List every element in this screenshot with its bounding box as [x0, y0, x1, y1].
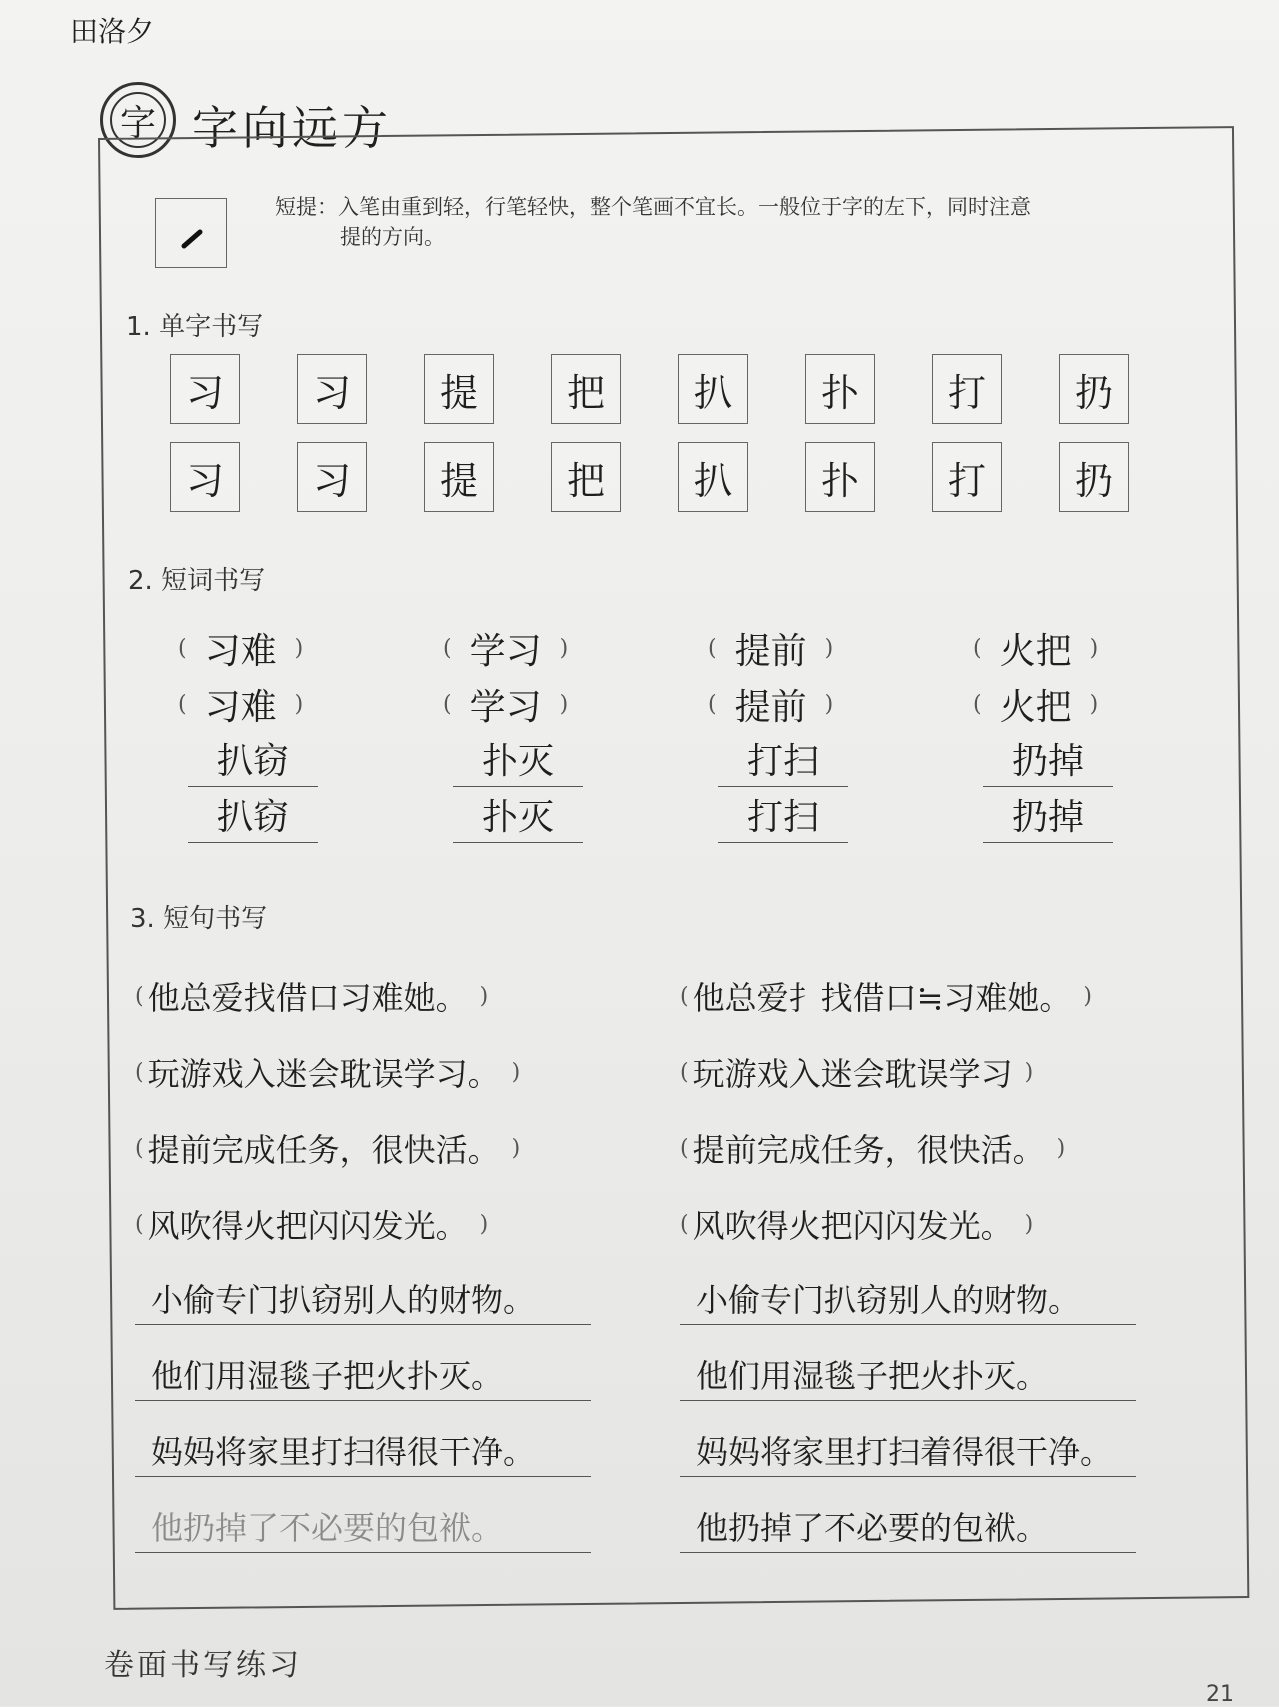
stroke-desc-line1: 入笔由重到轻，行笔轻快，整个笔画不宜长。一般位于字的左下，同时注意 — [338, 195, 1031, 219]
stroke-description — [275, 192, 1155, 252]
word-underline: 扔掉 — [983, 733, 1113, 787]
char-cell: 扒 — [678, 354, 748, 424]
char-cell: 扔 — [1059, 354, 1129, 424]
sentence-underline: 小偷专门扒窃别人的财物。 — [135, 1275, 591, 1325]
word-item: ( 提前 ) — [690, 679, 955, 730]
word-underline: 扒窃 — [188, 733, 318, 787]
char-cell: 提 — [424, 354, 494, 424]
word-row — [160, 732, 1160, 788]
sentence-text: 他总爱扌找借口≒习难她。 — [692, 979, 1072, 1017]
sentence-underline: 他扔掉了不必要的包袱。 — [680, 1503, 1136, 1553]
word-underline: 打扫 — [718, 789, 848, 843]
word-item: ( 学习 ) — [425, 679, 690, 730]
part2-heading: 2. 短词书写 — [128, 566, 266, 596]
word-row — [160, 788, 1160, 844]
sentence-text: 玩游戏入迷会耽误学习 — [692, 1055, 1013, 1093]
sentence-item: ( 提前完成任务，很快活。 ) — [680, 1125, 1225, 1171]
char-cell: 习 — [297, 354, 367, 424]
sentence-underline: 他们用湿毯子把火扑灭。 — [680, 1351, 1136, 1401]
sentence-underline: 他扔掉了不必要的包袱。 — [135, 1503, 591, 1553]
word-underline: 打扫 — [718, 733, 848, 787]
word-item: ( 习难 ) — [160, 623, 425, 674]
part3-heading: 3. 短句书写 — [130, 904, 268, 934]
char-cell: 习 — [297, 442, 367, 512]
sentence-underline: 妈妈将家里打扫着得很干净。 — [680, 1427, 1136, 1477]
sentence-text: 玩游戏入迷会耽误学习。 — [147, 1055, 500, 1093]
word-row — [160, 676, 1160, 732]
char-cell: 把 — [551, 442, 621, 512]
word-practice — [160, 620, 1160, 844]
word-item: ( 习难 ) — [160, 679, 425, 730]
char-cell: 把 — [551, 354, 621, 424]
word-item: ( 火把 ) — [955, 679, 1220, 730]
student-name: 田洛夕 — [70, 15, 155, 48]
word-item: ( 学习 ) — [425, 623, 690, 674]
char-cell: 习 — [170, 354, 240, 424]
char-cell: 扑 — [805, 442, 875, 512]
sentence-row — [135, 1414, 1215, 1490]
word-text: 火把 — [999, 686, 1072, 728]
sentence-row — [135, 1186, 1215, 1262]
sentence-row — [135, 958, 1215, 1034]
word-text: 学习 — [469, 630, 542, 672]
sentence-text: 风吹得火把闪闪发光。 — [147, 1207, 468, 1245]
sentence-text: 他总爱找借口习难她。 — [147, 979, 468, 1017]
word-item: ( 火把 ) — [955, 623, 1220, 674]
sentence-row — [135, 1490, 1215, 1566]
sentence-item: ( 他总爱找借口习难她。 ) — [135, 973, 680, 1019]
word-underline: 扔掉 — [983, 789, 1113, 843]
section-badge-label: 字 — [110, 92, 166, 148]
char-cell: 提 — [424, 442, 494, 512]
sentence-underline: 他们用湿毯子把火扑灭。 — [135, 1351, 591, 1401]
word-row — [160, 620, 1160, 676]
char-cell: 扑 — [805, 354, 875, 424]
sentence-practice — [135, 958, 1215, 1566]
part1-heading: 1. 单字书写 — [126, 312, 264, 342]
word-text: 提前 — [734, 686, 807, 728]
sentence-item: ( 玩游戏入迷会耽误学习 ) — [680, 1049, 1225, 1095]
word-item: ( 提前 ) — [690, 623, 955, 674]
sentence-underline: 妈妈将家里打扫得很干净。 — [135, 1427, 591, 1477]
sentence-row — [135, 1338, 1215, 1414]
sentence-row — [135, 1034, 1215, 1110]
char-cell: 扒 — [678, 442, 748, 512]
section-title: 字向远方 — [192, 101, 392, 155]
sentence-text: 提前完成任务，很快活。 — [692, 1131, 1045, 1169]
sentence-item: ( 提前完成任务，很快活。 ) — [135, 1125, 680, 1171]
stroke-label: 短提： — [275, 195, 338, 219]
page-number: 21 — [1206, 1682, 1234, 1707]
word-text: 习难 — [204, 630, 277, 672]
char-cell: 习 — [170, 442, 240, 512]
word-underline: 扒窃 — [188, 789, 318, 843]
sentence-item: ( 他总爱扌找借口≒习难她。 ) — [680, 973, 1225, 1019]
sentence-text: 风吹得火把闪闪发光。 — [692, 1207, 1013, 1245]
sentence-row — [135, 1110, 1215, 1186]
sentence-row — [135, 1262, 1215, 1338]
word-underline: 扑灭 — [453, 789, 583, 843]
sentence-text: 提前完成任务，很快活。 — [147, 1131, 500, 1169]
sentence-item: ( 玩游戏入迷会耽误学习。 ) — [135, 1049, 680, 1095]
footer-title: 卷面书写练习 — [104, 1648, 302, 1683]
single-char-grid — [170, 354, 1186, 512]
char-cell: 扔 — [1059, 442, 1129, 512]
stroke-desc-line2: 提的方向。 — [340, 225, 445, 249]
sentence-item: ( 风吹得火把闪闪发光。 ) — [680, 1201, 1225, 1247]
sentence-item: ( 风吹得火把闪闪发光。 ) — [135, 1201, 680, 1247]
word-text: 提前 — [734, 630, 807, 672]
stroke-example-box — [155, 198, 227, 268]
char-cell: 打 — [932, 354, 1002, 424]
word-text: 习难 — [204, 686, 277, 728]
word-text: 学习 — [469, 686, 542, 728]
sentence-underline: 小偷专门扒窃别人的财物。 — [680, 1275, 1136, 1325]
word-underline: 扑灭 — [453, 733, 583, 787]
char-cell: 打 — [932, 442, 1002, 512]
word-text: 火把 — [999, 630, 1072, 672]
short-rising-stroke-icon — [156, 199, 228, 269]
